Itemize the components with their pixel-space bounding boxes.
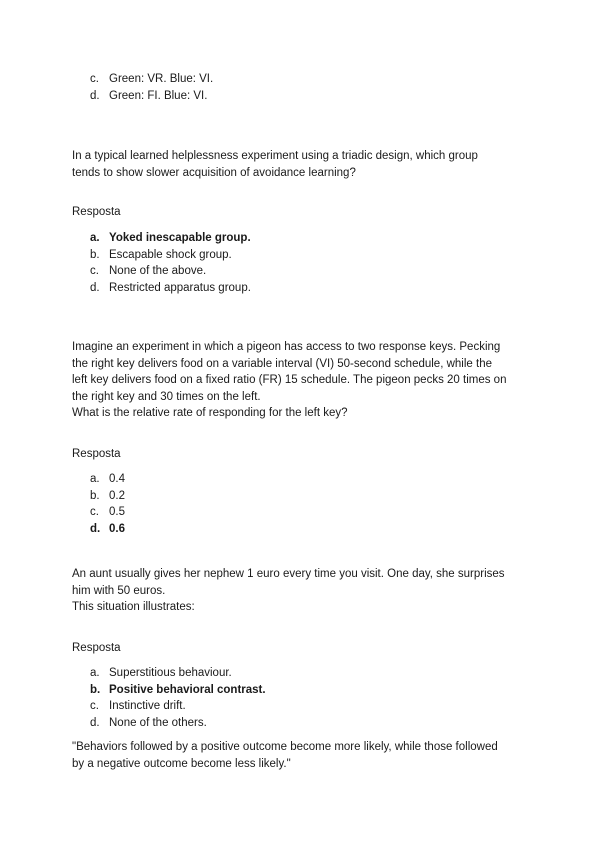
question-2-text: Imagine an experiment in which a pigeon has access to two response keys. Pecking the right key delivers food on a variable interval (VI) 50-second schedule, while the left key delivers food on a fixed ratio (FR) 15 schedule. The pigeon pecks 20 times on the right key and 30 times on the left. What is the relative rate of responding for the left key? <box>72 341 507 419</box>
answer-label: Resposta <box>72 642 121 654</box>
answer-label: Resposta <box>72 206 121 218</box>
option-b: b. 0.2 <box>90 489 125 502</box>
option-c: c. None of the above. <box>90 265 207 277</box>
question-4-text: "Behaviors followed by a positive outcome become more likely, while those followed by a negative outcome become less likely." <box>72 741 498 770</box>
option-list <box>90 471 125 537</box>
option-list <box>90 71 213 104</box>
option-b: b. Positive behavioral contrast. <box>90 683 266 696</box>
option-letter: c. <box>90 73 99 85</box>
option-a: a. Yoked inescapable group. <box>90 232 251 244</box>
answer-label: Resposta <box>72 448 121 460</box>
option-d: d. 0.6 <box>90 522 125 535</box>
question-1-text: In a typical learned helplessness experiment using a triadic design, which group tends to show slower acquisition of avoidance learning? <box>72 150 478 179</box>
option-list <box>90 665 266 731</box>
option-b: b. Escapable shock group. <box>90 248 232 261</box>
option-d: d. None of the others. <box>90 716 207 729</box>
option-d <box>90 88 213 105</box>
option-c: c. Instinctive drift. <box>90 700 186 712</box>
option-text: Green: FI. Blue: VI. <box>109 89 208 102</box>
option-a: a. Superstitious behaviour. <box>90 667 232 679</box>
option-a: a. 0.4 <box>90 473 125 485</box>
option-d: d. Restricted apparatus group. <box>90 281 251 294</box>
option-c <box>90 71 213 88</box>
option-c: c. 0.5 <box>90 506 125 518</box>
option-letter: d. <box>90 89 100 102</box>
question-3-text: An aunt usually gives her nephew 1 euro every time you visit. One day, she surprises him with 50 euros. This situation illustrates: <box>72 568 505 613</box>
option-text: Green: VR. Blue: VI. <box>109 73 214 85</box>
option-list <box>90 230 251 296</box>
